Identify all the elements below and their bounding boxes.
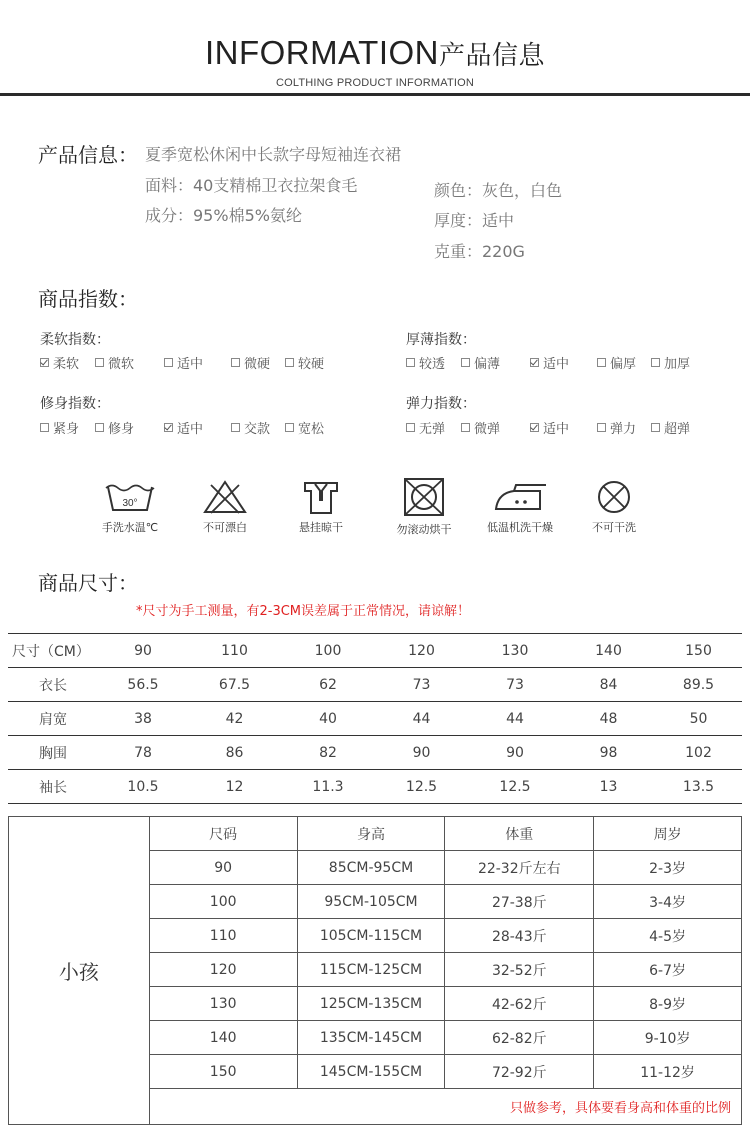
fit-option	[285, 418, 324, 437]
age-table-cell: 130	[149, 987, 297, 1021]
fit-option	[40, 418, 79, 437]
softness-option-label: 适中	[177, 357, 204, 372]
size-cell: 13	[562, 770, 655, 804]
thickness-option-label: 较透	[419, 357, 446, 372]
size-cell: 84	[562, 668, 655, 702]
size-cell: 102	[655, 736, 742, 770]
softness-option	[285, 353, 324, 372]
size-cell: 11.3	[281, 770, 375, 804]
care-label-no-dry-clean: 不可干洗	[592, 521, 636, 534]
product-thickness: 厚度：适中	[434, 211, 515, 230]
elasticity-option-label: 微弹	[474, 422, 501, 437]
size-table	[8, 633, 742, 804]
product-color: 颜色：灰色，白色	[434, 181, 563, 200]
size-cell: 90	[375, 736, 468, 770]
checked-box-icon	[530, 358, 539, 367]
age-table-cell: 6-7岁	[594, 953, 742, 987]
age-table-cell: 135CM-145CM	[297, 1021, 445, 1055]
fit-option-label: 宽松	[298, 422, 325, 437]
elasticity-option	[530, 418, 569, 437]
age-table-cell: 42-62斤	[445, 987, 594, 1021]
size-cell: 150	[655, 634, 742, 668]
fit-option-label: 修身	[108, 422, 135, 437]
elasticity-option	[406, 418, 445, 437]
checkbox-icon	[651, 358, 660, 367]
softness-option	[40, 353, 79, 372]
age-table-cell: 3-4岁	[594, 885, 742, 919]
care-hand-wash	[90, 479, 170, 535]
product-weight: 克重：220G	[434, 242, 525, 261]
age-table-header: 身高	[297, 817, 445, 851]
size-table-row	[8, 702, 742, 736]
age-table-cell: 110	[149, 919, 297, 953]
age-table-cell: 9-10岁	[594, 1021, 742, 1055]
softness-title: 柔软指数：	[40, 332, 110, 348]
size-cell: 90	[468, 736, 562, 770]
softness-option-label: 较硬	[298, 357, 325, 372]
age-table-cell: 28-43斤	[445, 919, 594, 953]
age-table-cell: 8-9岁	[594, 987, 742, 1021]
softness-option	[95, 353, 134, 372]
elasticity-option-label: 适中	[543, 422, 570, 437]
elasticity-option-label: 弹力	[610, 422, 637, 437]
checkbox-icon	[406, 358, 415, 367]
age-table-cell: 150	[149, 1055, 297, 1089]
age-table-cell: 62-82斤	[445, 1021, 594, 1055]
checkbox-icon	[95, 358, 104, 367]
size-row-name: 肩宽	[8, 702, 98, 736]
age-table-cell: 145CM-155CM	[297, 1055, 445, 1089]
size-table-row	[8, 668, 742, 702]
checkbox-icon	[461, 358, 470, 367]
age-table-header-row	[9, 817, 742, 851]
age-table-cell: 22-32斤左右	[445, 851, 594, 885]
age-table-cell: 90	[149, 851, 297, 885]
age-table-cell: 140	[149, 1021, 297, 1055]
sizes-label: 商品尺寸：	[38, 571, 138, 595]
elasticity-option	[461, 418, 500, 437]
size-cell: 130	[468, 634, 562, 668]
size-cell: 73	[468, 668, 562, 702]
no-dry-clean-icon	[588, 479, 640, 515]
page-header	[0, 0, 750, 96]
size-cell: 12	[188, 770, 281, 804]
hand-wash-30-icon	[104, 479, 156, 515]
size-cell: 90	[98, 634, 188, 668]
checkbox-icon	[597, 423, 606, 432]
size-table-row	[8, 736, 742, 770]
size-cell: 56.5	[98, 668, 188, 702]
age-table-cell: 27-38斤	[445, 885, 594, 919]
size-cell: 110	[188, 634, 281, 668]
checkbox-icon	[231, 358, 240, 367]
checkbox-icon	[597, 358, 606, 367]
fit-option-label: 紧身	[53, 422, 80, 437]
fit-option	[231, 418, 270, 437]
checkbox-icon	[285, 358, 294, 367]
checked-box-icon	[530, 423, 539, 432]
size-cell: 82	[281, 736, 375, 770]
checkbox-icon	[231, 423, 240, 432]
age-table-cell: 100	[149, 885, 297, 919]
header-title-en: INFORMATION	[204, 34, 440, 71]
thickness-option-label: 偏薄	[474, 357, 501, 372]
size-cell: 140	[562, 634, 655, 668]
size-cell: 42	[188, 702, 281, 736]
size-cell: 86	[188, 736, 281, 770]
care-no-tumble-dry	[384, 477, 464, 537]
softness-option	[164, 353, 203, 372]
fit-option-label: 适中	[177, 422, 204, 437]
size-cell: 13.5	[655, 770, 742, 804]
age-table-header: 体重	[445, 817, 594, 851]
size-cell: 12.5	[468, 770, 562, 804]
thickness-option	[461, 353, 500, 372]
thickness-option-label: 加厚	[664, 357, 691, 372]
care-label-hand-wash: 手洗水温℃	[101, 521, 159, 534]
age-table-note: 只做参考，具体要看身高和体重的比例	[149, 1089, 741, 1125]
fit-option	[164, 418, 203, 437]
care-hang-dry	[281, 479, 361, 535]
checkbox-icon	[461, 423, 470, 432]
checked-box-icon	[164, 423, 173, 432]
size-row-name: 胸围	[8, 736, 98, 770]
softness-option-label: 微软	[108, 357, 135, 372]
age-table-cell: 105CM-115CM	[297, 919, 445, 953]
fit-title: 修身指数：	[40, 396, 110, 412]
size-cell: 38	[98, 702, 188, 736]
header-title	[0, 34, 750, 72]
thickness-option	[597, 353, 636, 372]
size-cell: 120	[375, 634, 468, 668]
age-group-label: 小孩	[9, 817, 150, 1125]
size-cell: 73	[375, 668, 468, 702]
softness-option	[231, 353, 270, 372]
size-cell: 89.5	[655, 668, 742, 702]
hand-wash-temp: 30°	[122, 498, 138, 509]
checked-box-icon	[40, 358, 49, 367]
header-subtitle: COLTHING PRODUCT INFORMATION	[275, 77, 475, 89]
thickness-option	[406, 353, 445, 372]
elasticity-option-label: 无弹	[419, 422, 446, 437]
elasticity-title: 弹力指数：	[406, 396, 476, 412]
age-table-cell: 85CM-95CM	[297, 851, 445, 885]
size-cell: 100	[281, 634, 375, 668]
fit-option	[95, 418, 134, 437]
care-label-low-iron: 低温机洗干燥	[487, 521, 553, 534]
care-low-iron	[480, 479, 560, 535]
product-composition: 成分：95%棉5%氨纶	[145, 206, 302, 225]
size-cell: 44	[375, 702, 468, 736]
size-table-row	[8, 634, 742, 668]
hang-dry-icon	[295, 479, 347, 515]
header-title-zh: 产品信息	[439, 41, 546, 71]
age-table-cell: 32-52斤	[445, 953, 594, 987]
no-bleach-icon	[199, 479, 251, 515]
age-table-cell: 115CM-125CM	[297, 953, 445, 987]
size-cell: 98	[562, 736, 655, 770]
size-row-name: 衣长	[8, 668, 98, 702]
product-name: 夏季宽松休闲中长款字母短袖连衣裙	[145, 145, 402, 164]
checkbox-icon	[40, 423, 49, 432]
fit-option-label: 交款	[244, 422, 271, 437]
size-cell: 78	[98, 736, 188, 770]
care-label-no-bleach: 不可漂白	[203, 521, 247, 534]
age-table-cell: 125CM-135CM	[297, 987, 445, 1021]
size-cell: 48	[562, 702, 655, 736]
size-cell: 12.5	[375, 770, 468, 804]
size-table-row	[8, 770, 742, 804]
sizes-note: *尺寸为手工测量，有2-3CM误差属于正常情况，请谅解！	[136, 604, 471, 619]
age-table-header: 周岁	[594, 817, 742, 851]
checkbox-icon	[406, 423, 415, 432]
size-row-name: 袖长	[8, 770, 98, 804]
care-no-bleach	[185, 479, 265, 535]
indices-label: 商品指数：	[38, 287, 138, 311]
thickness-option-label: 偏厚	[610, 357, 637, 372]
age-table-cell: 120	[149, 953, 297, 987]
care-no-dry-clean	[574, 479, 654, 535]
age-table-cell: 2-3岁	[594, 851, 742, 885]
softness-option-label: 微硬	[244, 357, 271, 372]
size-row-name: 尺寸（CM）	[8, 634, 98, 668]
header-divider	[0, 93, 750, 96]
product-fabric: 面料：40支精棉卫衣拉架食毛	[145, 176, 358, 195]
size-cell: 10.5	[98, 770, 188, 804]
softness-option-label: 柔软	[53, 357, 80, 372]
elasticity-option	[651, 418, 690, 437]
size-cell: 62	[281, 668, 375, 702]
age-table-cell: 4-5岁	[594, 919, 742, 953]
elasticity-option-label: 超弹	[664, 422, 691, 437]
thickness-option-label: 适中	[543, 357, 570, 372]
age-table-cell: 72-92斤	[445, 1055, 594, 1089]
checkbox-icon	[164, 358, 173, 367]
elasticity-option	[597, 418, 636, 437]
thickness-option	[530, 353, 569, 372]
age-table	[8, 816, 742, 1125]
thickness-title: 厚薄指数：	[406, 332, 476, 348]
care-label-no-tumble-dry: 勿滚动烘干	[396, 523, 452, 536]
size-cell: 50	[655, 702, 742, 736]
thickness-option	[651, 353, 690, 372]
no-tumble-dry-icon	[398, 477, 450, 517]
checkbox-icon	[285, 423, 294, 432]
checkbox-icon	[651, 423, 660, 432]
care-label-hang-dry: 悬挂晾干	[299, 521, 343, 534]
age-table-cell: 11-12岁	[594, 1055, 742, 1089]
checkbox-icon	[95, 423, 104, 432]
age-table-cell: 95CM-105CM	[297, 885, 445, 919]
age-table-header: 尺码	[149, 817, 297, 851]
product-info-label: 产品信息：	[38, 143, 138, 167]
size-cell: 67.5	[188, 668, 281, 702]
size-cell: 40	[281, 702, 375, 736]
size-cell: 44	[468, 702, 562, 736]
low-iron-icon	[490, 479, 550, 515]
